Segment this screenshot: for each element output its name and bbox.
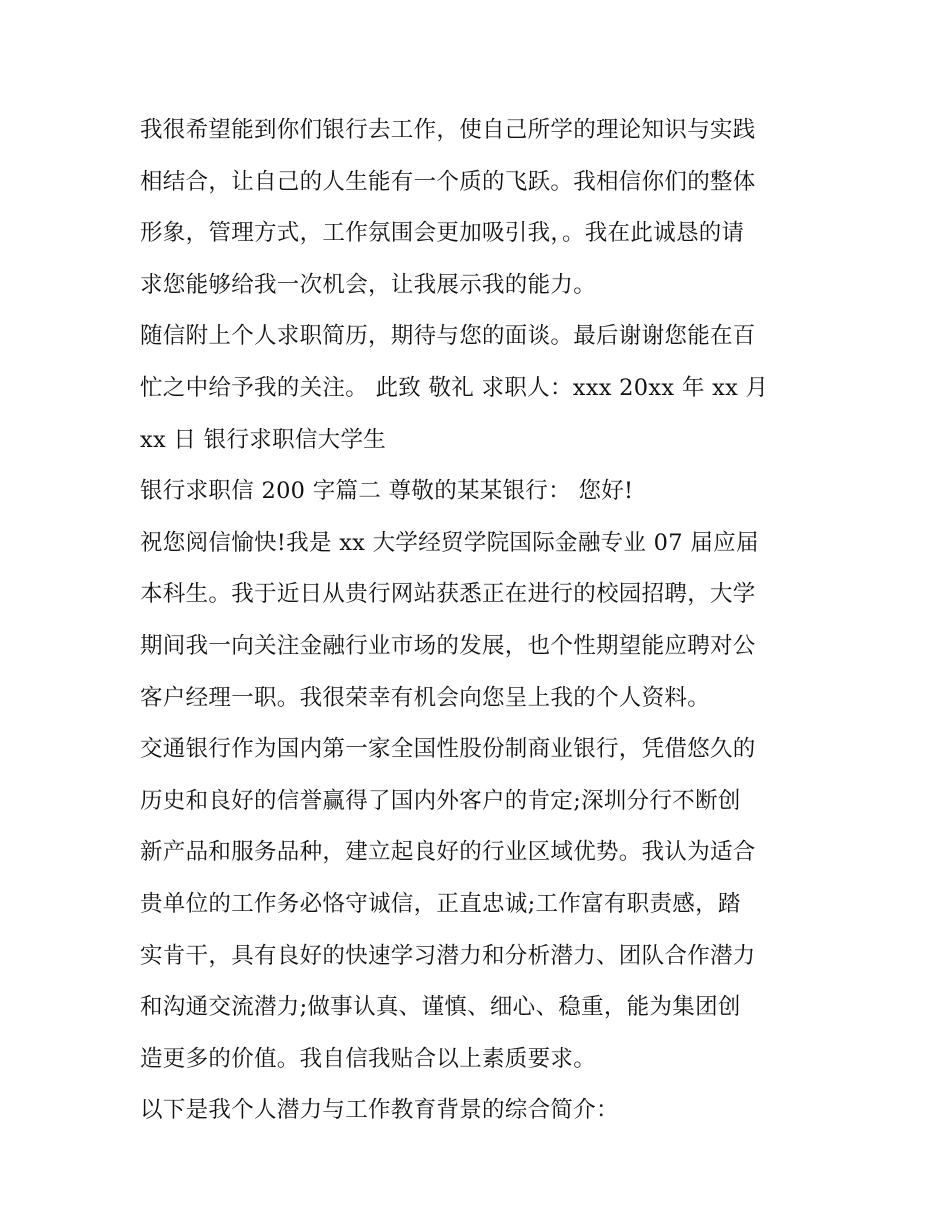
text-line: 造更多的价值。我自信我贴合以上素质要求。 [140, 1045, 597, 1072]
text-line: 我很希望能到你们银行去工作，使自己所学的理论知识与实践 [140, 117, 756, 143]
text-line: 新产品和服务品种，建立起良好的行业区域优势。我认为适合 [140, 839, 756, 866]
text-line: 忙之中给予我的关注。 此致 敬礼 求职人：xxx 20xx 年 xx 月 [140, 374, 769, 401]
text-line: 期间我一向关注金融行业市场的发展，也个性期望能应聘对公 [140, 632, 756, 659]
text-line: 实肯干，具有良好的快速学习潜力和分析潜力、团队合作潜力 [140, 942, 756, 969]
text-line: 贵单位的工作务必恪守诚信，正直忠诚;工作富有职责感，踏 [140, 890, 741, 917]
text-line: 历史和良好的信誉赢得了国内外客户的肯定;深圳分行不断创 [140, 787, 741, 814]
text-line: 本科生。我于近日从贵行网站获悉正在进行的校园招聘，大学 [140, 581, 756, 608]
document-body [140, 105, 830, 1137]
text-line: 形象，管理方式，工作氛围会更加吸引我，。我在此诚恳的请 [140, 220, 745, 247]
text-line: 交通银行作为国内第一家全国性股份制商业银行，凭借悠久的 [140, 736, 756, 763]
text-line: 客户经理一职。我很荣幸有机会向您呈上我的个人资料。 [140, 684, 711, 711]
text-line: 相结合，让自己的人生能有一个质的飞跃。我相信你们的整体 [140, 168, 756, 195]
text-line: 以下是我个人潜力与工作教育背景的综合简介： [140, 1097, 619, 1124]
text-line: 祝您阅信愉快!我是 xx 大学经贸学院国际金融专业 07 届应届 [140, 529, 759, 556]
text-line: xx 日 银行求职信大学生 [140, 426, 387, 453]
text-line: 求您能够给我一次机会，让我展示我的能力。 [140, 271, 597, 298]
text-line: 银行求职信 200 字篇二 尊敬的某某银行： 您好! [140, 478, 634, 505]
text-line: 和沟通交流潜力;做事认真、谨慎、细心、稳重，能为集团创 [140, 994, 741, 1021]
text-line: 随信附上个人求职简历，期待与您的面谈。最后谢谢您能在百 [140, 323, 756, 350]
